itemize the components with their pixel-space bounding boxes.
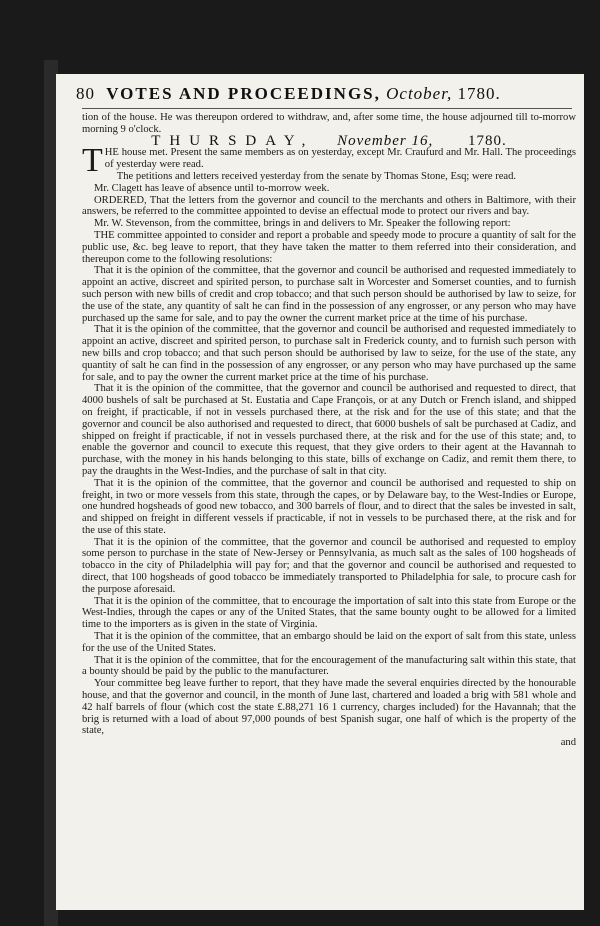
running-header [76, 84, 576, 108]
paragraph-further-report: Your committee beg leave further to report, that they have made the several enquiries directed by the honourable house, and that the governor and council, in the month of June last, chartered and loaded a brig with 581 whole and 42 half barrels of flour (which cost the state £.88,271 16 1 currency, charges included) for the Havannah; that the brig is returned with a load of about 97,000 pounds of best Spanish sugar, one half of which is the property of the state, [82, 678, 576, 737]
paragraph-resolution-2: That it is the opinion of the committee, that the governor and council be authorised and requested immediately to appoint an active, discreet and spirited person, to purchase salt in Frederick county, and to furnish such person with new bills and crop tobacco; and that such person should be authorised by law to seize, for the use of the state, any quantity of salt he can find in the possession of any engrosser, or any person who may have purchased up the same for sale, and to pay the owner the current market price at the time of his purchase. [82, 324, 576, 383]
paragraph-continuation: tion of the house. He was thereupon ordered to withdraw, and, after some time, the house adjourned till to-morrow morning 9 o'clock. [82, 112, 576, 135]
paragraph-resolution-8: That it is the opinion of the committee, that for the encouragement of the manufacturing salt within this state, that a bounty should be paid by the public to the manufacturer. [82, 654, 576, 678]
paragraph-resolution-6: That it is the opinion of the committee, that to encourage the importation of salt into this state from Europe or the West-Indies, through the capes or any of the United States, that the same bounty ought to be allowed for a limited time to the importers as is given in the state of Virginia. [82, 595, 576, 631]
paragraph-resolution-1: That it is the opinion of the committee, that the governor and council be authorised and requested immediately to appoint an active, discreet and spirited person, to purchase salt in Worcester and Somerset counties, and to furnish such person with new bills of credit and crop tobacco; and that such person should be authorised by law to seize, for the use of the state, any quantity of salt he can find in the possession of any engrosser, or any person who may have purchased up the same for sale, and to pay the owner the current market price at the time of his purchase. [82, 265, 576, 324]
day-heading [82, 132, 576, 149]
paragraph-resolution-3: That it is the opinion of the committee, that the governor and council be authorised and requested to direct, that 4000 bushels of salt be purchased at St. Eustatia and Cape François, or at any Dutch or French island, and shipped on freight, if practicable, if not in vessels purchased there, at the risk and for the use of this state; and that the governor and council be also authorised and requested to direct, that 6000 bushels of salt be purchased at Cadiz, and shipped on freight if practicable, if not in vessels purchased there, at the risk and for the use of this state; and, to enable the governor and council to execute this request, that they give orders to their agent at the Havannah to purchase, with the money in his hands belonging to this state, bills of exchange on Cadiz, and remit them there, to pay the draughts in the West-Indies, and the purchase of salt in that city. [82, 383, 576, 477]
paragraph-resolution-5: That it is the opinion of the committee, that the governor and council be authorised and requested to employ some person to purchase in the state of New-Jersey or Pennsylvania, as much salt as the sales of 100 hogsheads of tobacco in the city of Philadelphia will pay for; and that the governor and council be authorised and requested to direct, that 100 hogsheads of good tobacco be immediately transported to Philadelphia for sale, to procure cash for the purpose aforesaid. [82, 536, 576, 595]
catchword: and [560, 737, 576, 749]
body-text [82, 112, 576, 749]
day-year: 1780. [468, 132, 507, 149]
page-number: 80 [76, 84, 95, 103]
drop-cap: T [82, 142, 103, 180]
paragraph-committee: THE committee appointed to consider and report a probable and speedy mode to procure a quantity of salt for the public use, &c. beg leave to report, that they have taken the matter to them referred into their consideration, and thereupon come to the following resolutions: [82, 229, 576, 265]
paragraph-resolution-4: That it is the opinion of the committee, that the governor and council be authorised and requested to ship on freight, in two or more vessels from this state, through the capes, or by Delaware bay, to the West-Indies or Europe, one hundred hogsheads of good new tobacco, and 300 barrels of flour, and to direct that the sales be invested in salt, and shipped on freight in different vessels if practicable, if not in vessels to be purchased there, at the risk and for the use of this state. [82, 477, 576, 536]
header-month: October, [386, 84, 453, 103]
day-name: THURSDAY, [151, 132, 315, 149]
paragraph-petitions: The petitions and letters received yesterday from the senate by Thomas Stone, Esq; were read. [116, 170, 517, 182]
paragraph-leave: Mr. Clagett has leave of absence until to-morrow week. [94, 182, 330, 194]
paragraph-resolution-7: That it is the opinion of the committee, that an embargo should be laid on the export of salt from this state, unless for the use of the United States. [82, 631, 576, 654]
paragraph-report-intro: Mr. W. Stevenson, from the committee, brings in and delivers to Mr. Speaker the following report: [94, 218, 511, 230]
day-date: November 16, [337, 132, 434, 149]
paragraph-ordered: ORDERED, That the letters from the governor and council to the merchants and others in Baltimore, with their answers, be referred to the committee appointed to devise an effectual mode to protect our rivers and bay. [82, 194, 576, 218]
header-year: 1780. [457, 84, 501, 103]
document-page [56, 74, 584, 910]
header-rule [82, 108, 572, 109]
paragraph-house-met-text: HE house met. Present the same members as on yesterday, except Mr. Craufurd and Mr. Hall. The proceedings of yesterday were read. [104, 147, 576, 171]
header-title: VOTES AND PROCEEDINGS, [106, 84, 381, 103]
